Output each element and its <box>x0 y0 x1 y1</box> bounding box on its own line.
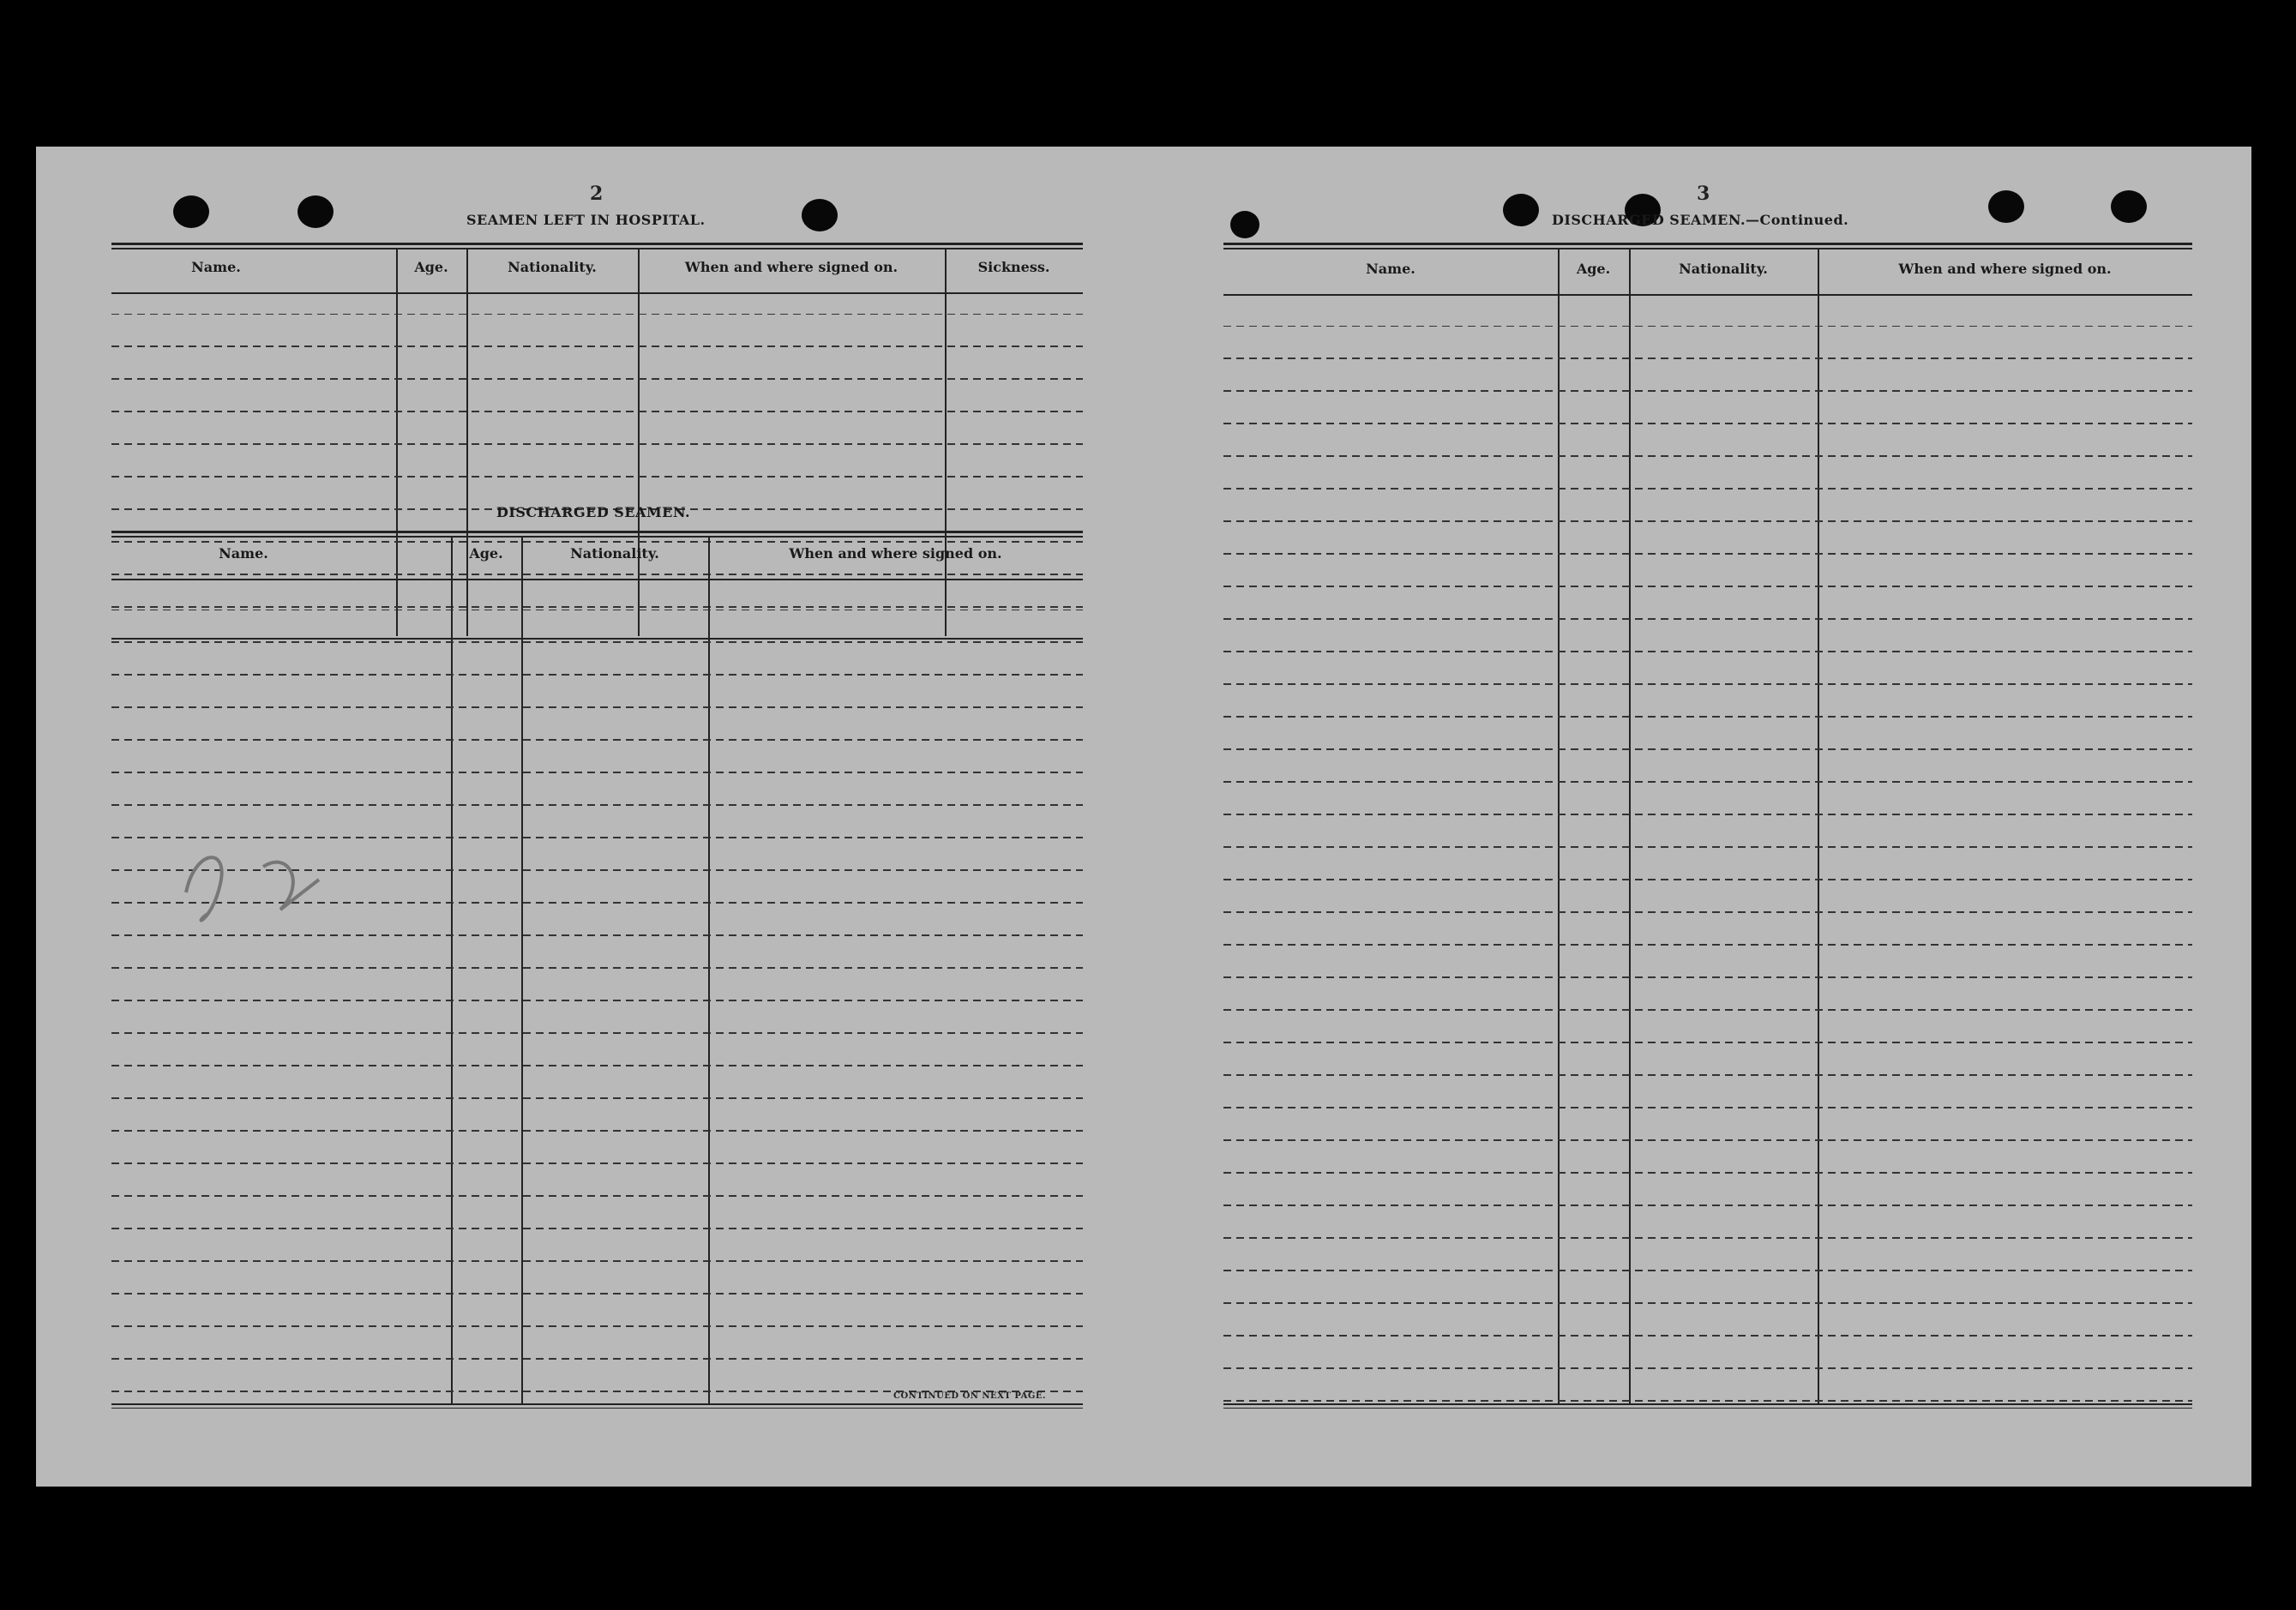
column-header-age: Age. <box>469 545 503 562</box>
column-header-signed-on: When and where signed on. <box>1898 261 2112 277</box>
pencil-marks <box>169 832 340 935</box>
column-header-sickness: Sickness. <box>977 259 1050 275</box>
column-header-signed-on: When and where signed on. <box>789 545 1002 562</box>
column-header-name: Name. <box>1366 261 1415 277</box>
punch-hole <box>298 195 334 228</box>
column-header-age: Age. <box>414 259 448 275</box>
discharged-ruled-lines <box>111 610 1083 1403</box>
page-number: 3 <box>1697 183 1710 205</box>
punch-hole <box>1503 194 1539 226</box>
punch-hole <box>173 195 209 228</box>
column-header-age: Age. <box>1576 261 1611 277</box>
document-sheet <box>36 147 2251 1487</box>
hospital-ruled-lines <box>111 314 1083 640</box>
column-header-signed-on: When and where signed on. <box>684 259 899 275</box>
continued-ruled-lines <box>1223 326 2192 1406</box>
punch-hole <box>1230 211 1259 238</box>
page-number: 2 <box>590 183 604 205</box>
punch-hole <box>2111 190 2147 223</box>
column-header-name: Name. <box>219 545 268 562</box>
continued-note: CONTINUED ON NEXT PAGE. <box>893 1391 1047 1401</box>
column-header-nationality: Nationality. <box>1679 261 1768 277</box>
section-title-hospital: SEAMEN LEFT IN HOSPITAL. <box>466 212 706 228</box>
punch-hole <box>802 199 838 231</box>
column-header-nationality: Nationality. <box>570 545 659 562</box>
section-title-discharged-continued: DISCHARGED SEAMEN.—Continued. <box>1552 212 1849 228</box>
punch-hole <box>1988 190 2024 223</box>
column-header-nationality: Nationality. <box>508 259 597 275</box>
section-title-discharged: DISCHARGED SEAMEN. <box>496 504 691 520</box>
column-header-name: Name. <box>191 259 241 275</box>
